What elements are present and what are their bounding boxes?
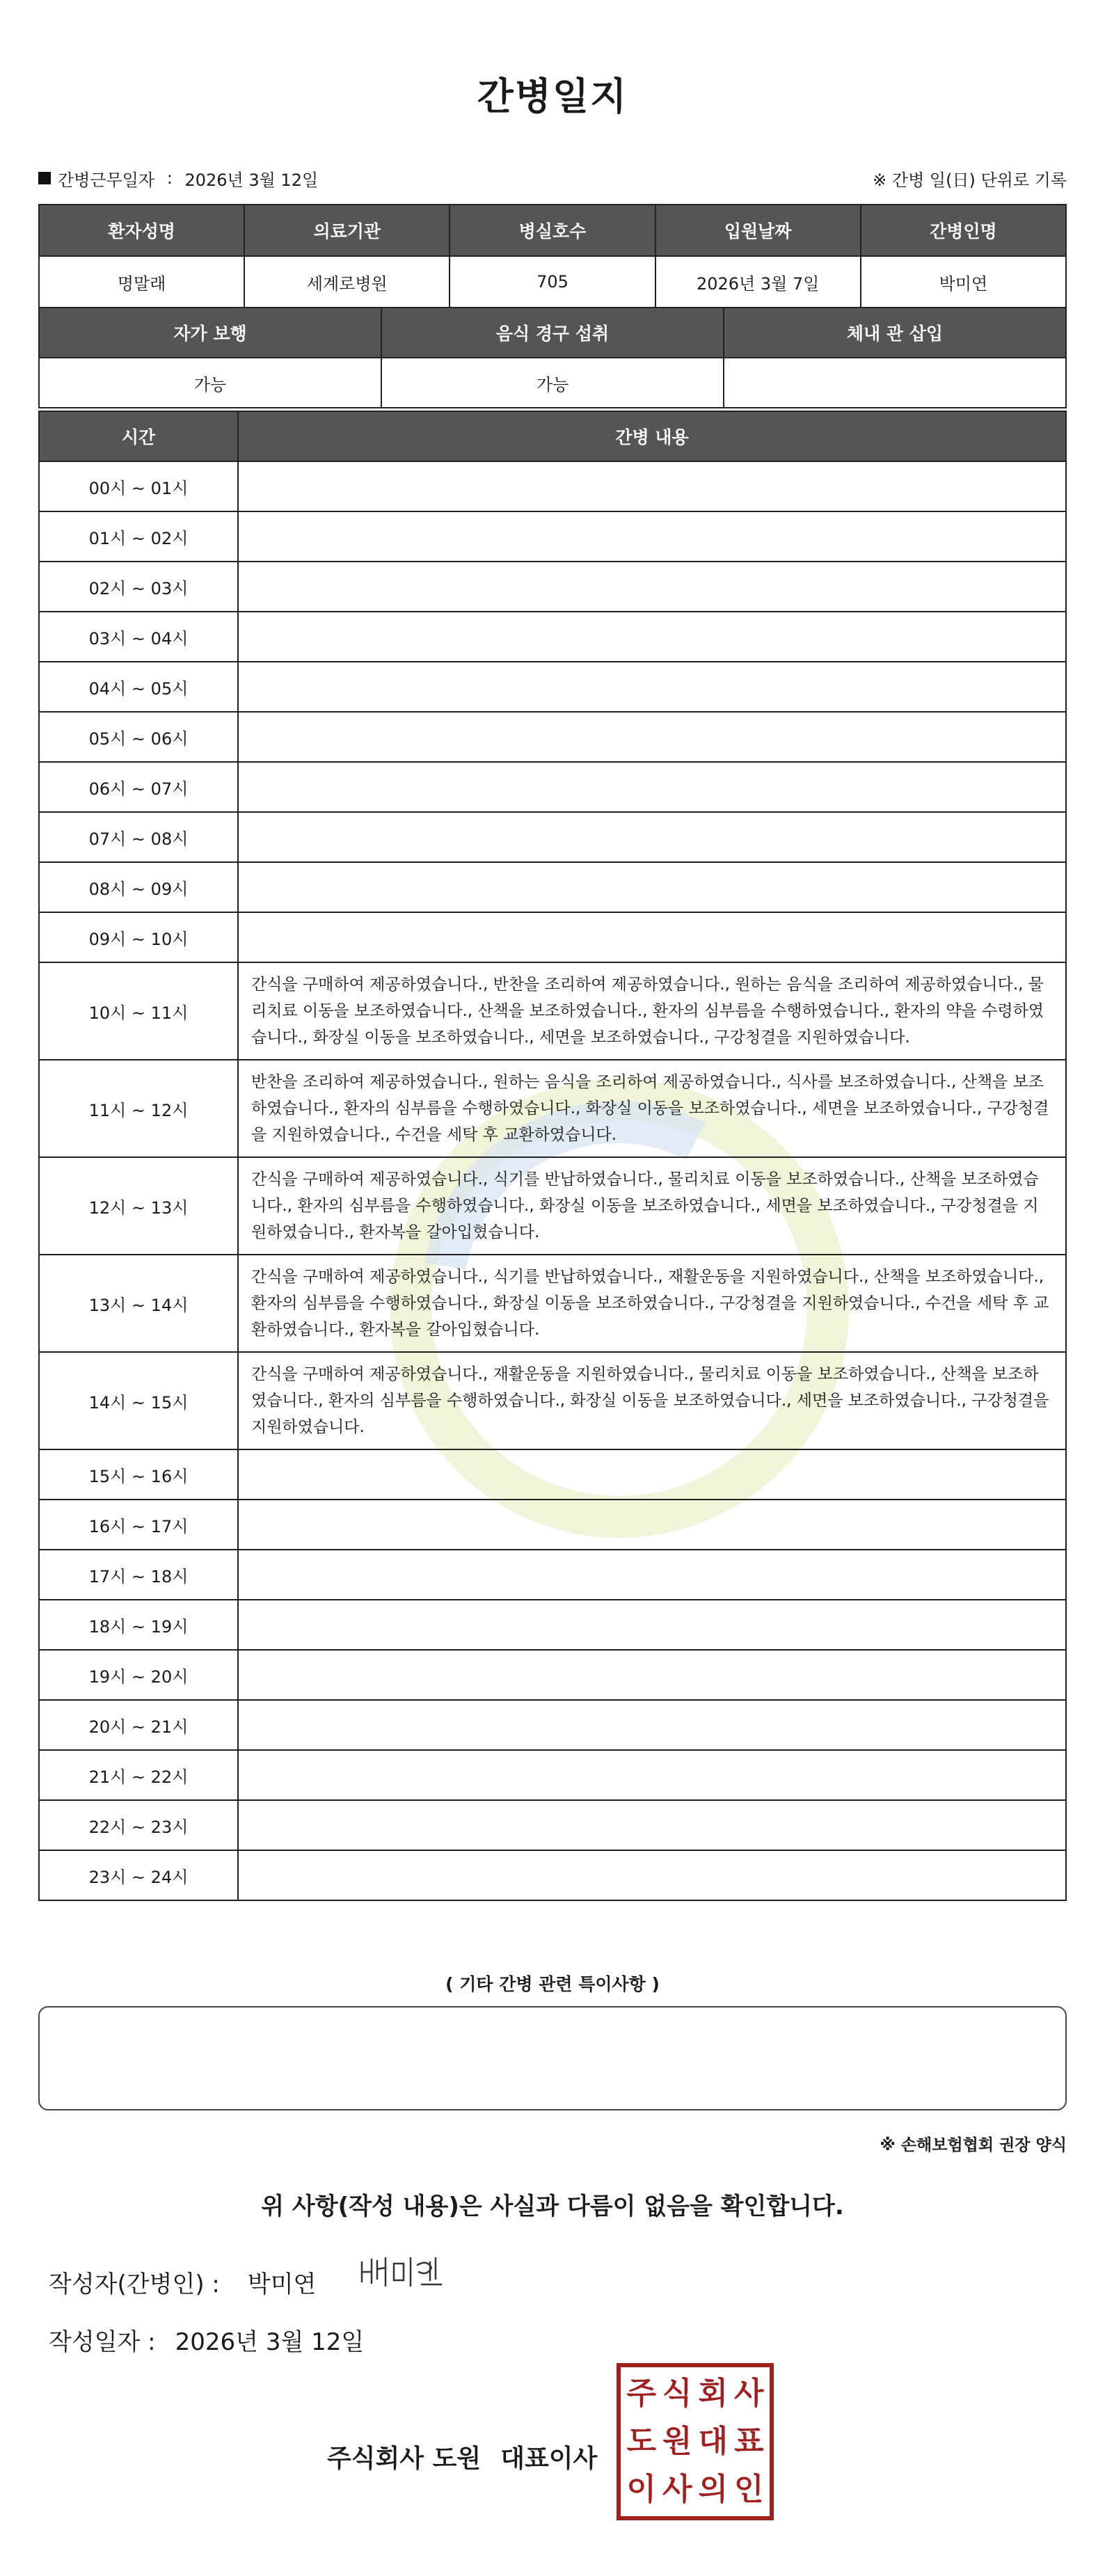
care-log-row bbox=[39, 762, 1066, 812]
written-date-value: 2026년 3월 12일 bbox=[175, 2328, 365, 2356]
header-self-walking: 자가 보행 bbox=[39, 308, 381, 358]
care-log-content bbox=[238, 1550, 1066, 1600]
care-log-time: 19시 ~ 20시 bbox=[39, 1650, 238, 1700]
care-log-time: 02시 ~ 03시 bbox=[39, 562, 238, 612]
care-log-time: 13시 ~ 14시 bbox=[39, 1255, 238, 1352]
work-date-row bbox=[38, 164, 1067, 192]
care-log-content bbox=[238, 1800, 1066, 1850]
caregiver-name: 박미연 bbox=[861, 256, 1066, 308]
company-signature-line bbox=[327, 2439, 597, 2474]
care-log-time: 22시 ~ 23시 bbox=[39, 1800, 238, 1850]
unit-note: ※ 간병 일(日) 단위로 기록 bbox=[873, 170, 1067, 190]
seal-character: 회 bbox=[698, 2376, 728, 2412]
seal-character: 인 bbox=[733, 2471, 764, 2507]
oral-intake-value: 가능 bbox=[381, 358, 724, 408]
writer-name: 박미연 bbox=[247, 2271, 317, 2298]
care-log-time: 15시 ~ 16시 bbox=[39, 1449, 238, 1500]
care-log-row bbox=[39, 1650, 1066, 1700]
care-log-row bbox=[39, 1060, 1066, 1157]
status-header-row bbox=[39, 308, 1066, 358]
seal-character: 의 bbox=[698, 2471, 728, 2507]
representative-title: 대표이사 bbox=[500, 2444, 598, 2473]
document-title: 간병일지 bbox=[477, 74, 628, 118]
recommendation-note: ※ 손해보험협회 권장 양식 bbox=[880, 2136, 1067, 2154]
care-log-row bbox=[39, 712, 1066, 762]
care-log-time: 20시 ~ 21시 bbox=[39, 1700, 238, 1750]
remarks-box bbox=[38, 2006, 1067, 2110]
care-log-row bbox=[39, 1700, 1066, 1750]
care-log-row bbox=[39, 461, 1066, 511]
care-log-row bbox=[39, 612, 1066, 662]
care-log-content bbox=[238, 1500, 1066, 1550]
care-log-content bbox=[238, 1750, 1066, 1800]
header-hospital: 의료기관 bbox=[244, 205, 450, 256]
seal-character: 사 bbox=[662, 2471, 692, 2507]
care-log-time: 18시 ~ 19시 bbox=[39, 1600, 238, 1650]
care-log-content: 간식을 구매하여 제공하였습니다., 식기를 반납하였습니다., 재활운동을 지원하였습니다., 산책을 보조하였습니다., 환자의 심부름을 수행하였습니다., 화장실 이동을 보조하였습니다., 구강청결을 지원하였습니다., 수건을 세탁 후 교환하였습니다., 환자복을 갈아입혔습니다. bbox=[238, 1255, 1066, 1352]
care-log-content bbox=[238, 562, 1066, 612]
seal-character: 주 bbox=[626, 2376, 656, 2412]
care-log-time: 01시 ~ 02시 bbox=[39, 511, 238, 562]
confirmation-statement: 위 사항(작성 내용)은 사실과 다름이 없음을 확인합니다. bbox=[261, 2193, 844, 2220]
care-log-content bbox=[238, 812, 1066, 862]
care-log-content bbox=[238, 1449, 1066, 1500]
self-walking-value: 가능 bbox=[39, 358, 381, 408]
care-log-time: 08시 ~ 09시 bbox=[39, 862, 238, 912]
patient-info-header-row bbox=[39, 205, 1066, 256]
header-room-number: 병실호수 bbox=[450, 205, 655, 256]
care-log-content: 반찬을 조리하여 제공하였습니다., 원하는 음식을 조리하여 제공하였습니다., 식사를 보조하였습니다., 산책을 보조하였습니다., 환자의 심부름을 수행하였습니다., 화장실 이동을 보조하였습니다., 세면을 보조하였습니다., 구강청결을 지원하였습니다., 수건을 세탁 후 교환하였습니다. bbox=[238, 1060, 1066, 1157]
company-seal-stamp bbox=[617, 2363, 774, 2520]
patient-info-value-row bbox=[39, 256, 1066, 308]
care-log-time: 09시 ~ 10시 bbox=[39, 912, 238, 962]
care-log-row bbox=[39, 1255, 1066, 1352]
header-care-content: 간병 내용 bbox=[238, 411, 1066, 461]
care-log-body bbox=[39, 461, 1066, 1900]
care-log-time: 04시 ~ 05시 bbox=[39, 662, 238, 712]
care-log-content: 간식을 구매하여 제공하였습니다., 재활운동을 지원하였습니다., 물리치료 이동을 보조하였습니다., 산책을 보조하였습니다., 환자의 심부름을 수행하였습니다., 화장실 이동을 보조하였습니다., 세면을 보조하였습니다., 구강청결을 지원하였습니다. bbox=[238, 1352, 1066, 1449]
header-time: 시간 bbox=[39, 411, 238, 461]
care-log-row bbox=[39, 1600, 1066, 1650]
care-log-row bbox=[39, 862, 1066, 912]
care-log-content bbox=[238, 1650, 1066, 1700]
care-log-time: 21시 ~ 22시 bbox=[39, 1750, 238, 1800]
care-log-row bbox=[39, 1850, 1066, 1900]
care-log-time: 14시 ~ 15시 bbox=[39, 1352, 238, 1449]
care-log-time: 03시 ~ 04시 bbox=[39, 612, 238, 662]
care-log-row bbox=[39, 1157, 1066, 1255]
care-log-table bbox=[38, 411, 1067, 1901]
status-value-row bbox=[39, 358, 1066, 408]
care-log-row bbox=[39, 1550, 1066, 1600]
header-admission-date: 입원날짜 bbox=[655, 205, 861, 256]
seal-character: 사 bbox=[733, 2376, 764, 2412]
square-bullet-icon bbox=[38, 172, 51, 184]
care-log-content bbox=[238, 461, 1066, 511]
patient-status-table bbox=[38, 307, 1067, 408]
writer-label: 작성자(간병인) : bbox=[49, 2271, 220, 2298]
care-log-row bbox=[39, 1800, 1066, 1850]
seal-character: 원 bbox=[662, 2423, 692, 2459]
care-log-time: 06시 ~ 07시 bbox=[39, 762, 238, 812]
written-date-row bbox=[49, 2323, 364, 2357]
care-log-content bbox=[238, 612, 1066, 662]
seal-character: 도 bbox=[626, 2423, 656, 2459]
work-date-separator: : bbox=[161, 168, 178, 188]
header-oral-intake: 음식 경구 섭취 bbox=[381, 308, 724, 358]
care-log-row bbox=[39, 1750, 1066, 1800]
care-log-row bbox=[39, 1449, 1066, 1500]
care-log-time: 00시 ~ 01시 bbox=[39, 461, 238, 511]
seal-character: 대 bbox=[698, 2423, 728, 2459]
writer-row bbox=[49, 2265, 316, 2299]
room-number: 705 bbox=[450, 256, 655, 308]
care-log-time: 16시 ~ 17시 bbox=[39, 1500, 238, 1550]
care-log-row bbox=[39, 1500, 1066, 1550]
care-log-time: 10시 ~ 11시 bbox=[39, 962, 238, 1060]
written-date-label: 작성일자 : bbox=[49, 2328, 156, 2356]
company-name: 주식회사 도원 bbox=[327, 2444, 482, 2473]
care-log-content bbox=[238, 511, 1066, 562]
care-log-time: 11시 ~ 12시 bbox=[39, 1060, 238, 1157]
care-log-content bbox=[238, 712, 1066, 762]
care-log-row bbox=[39, 912, 1066, 962]
care-log-header-row bbox=[39, 411, 1066, 461]
header-tube-insertion: 체내 관 삽입 bbox=[724, 308, 1066, 358]
care-log-time: 23시 ~ 24시 bbox=[39, 1850, 238, 1900]
care-log-row bbox=[39, 511, 1066, 562]
remarks-title: ( 기타 간병 관련 특이사항 ) bbox=[445, 1974, 660, 1994]
header-caregiver-name: 간병인명 bbox=[861, 205, 1066, 256]
header-patient-name: 환자성명 bbox=[39, 205, 244, 256]
care-log-content bbox=[238, 762, 1066, 812]
care-log-time: 17시 ~ 18시 bbox=[39, 1550, 238, 1600]
care-log-content bbox=[238, 662, 1066, 712]
seal-character: 식 bbox=[662, 2376, 692, 2412]
care-log-row bbox=[39, 1352, 1066, 1449]
work-date-label: 간병근무일자 bbox=[58, 170, 155, 190]
care-log-time: 12시 ~ 13시 bbox=[39, 1157, 238, 1255]
work-date-value: 2026년 3월 12일 bbox=[184, 170, 319, 190]
patient-info-table bbox=[38, 204, 1067, 308]
patient-name: 명말래 bbox=[39, 256, 244, 308]
care-log-time: 07시 ~ 08시 bbox=[39, 812, 238, 862]
care-log-content bbox=[238, 1850, 1066, 1900]
seal-character: 표 bbox=[733, 2423, 764, 2459]
care-log-content bbox=[238, 862, 1066, 912]
admission-date: 2026년 3월 7일 bbox=[655, 256, 861, 308]
care-log-row bbox=[39, 962, 1066, 1060]
care-log-row bbox=[39, 662, 1066, 712]
care-log-content bbox=[238, 912, 1066, 962]
care-log-time: 05시 ~ 06시 bbox=[39, 712, 238, 762]
care-log-content: 간식을 구매하여 제공하였습니다., 반찬을 조리하여 제공하였습니다., 원하는 음식을 조리하여 제공하였습니다., 물리치료 이동을 보조하였습니다., 산책을 보조하였습니다., 환자의 심부름을 수행하였습니다., 환자의 약을 수령하였습니다., 화장실 이동을 보조하였습니다., 세면을 보조하였습니다., 구강청결을 지원하였습니다. bbox=[238, 962, 1066, 1060]
care-log-content bbox=[238, 1700, 1066, 1750]
care-log-content bbox=[238, 1600, 1066, 1650]
tube-insertion-value bbox=[724, 358, 1066, 408]
seal-character: 이 bbox=[626, 2471, 656, 2507]
handwritten-signature bbox=[358, 2251, 448, 2300]
care-log-content: 간식을 구매하여 제공하였습니다., 식기를 반납하였습니다., 물리치료 이동을 보조하였습니다., 산책을 보조하였습니다., 환자의 심부름을 수행하였습니다., 화장실 이동을 보조하였습니다., 세면을 보조하였습니다., 구강청결을 지원하였습니다., 환자복을 갈아입혔습니다. bbox=[238, 1157, 1066, 1255]
care-log-row bbox=[39, 562, 1066, 612]
hospital-name: 세계로병원 bbox=[244, 256, 450, 308]
care-log-row bbox=[39, 812, 1066, 862]
